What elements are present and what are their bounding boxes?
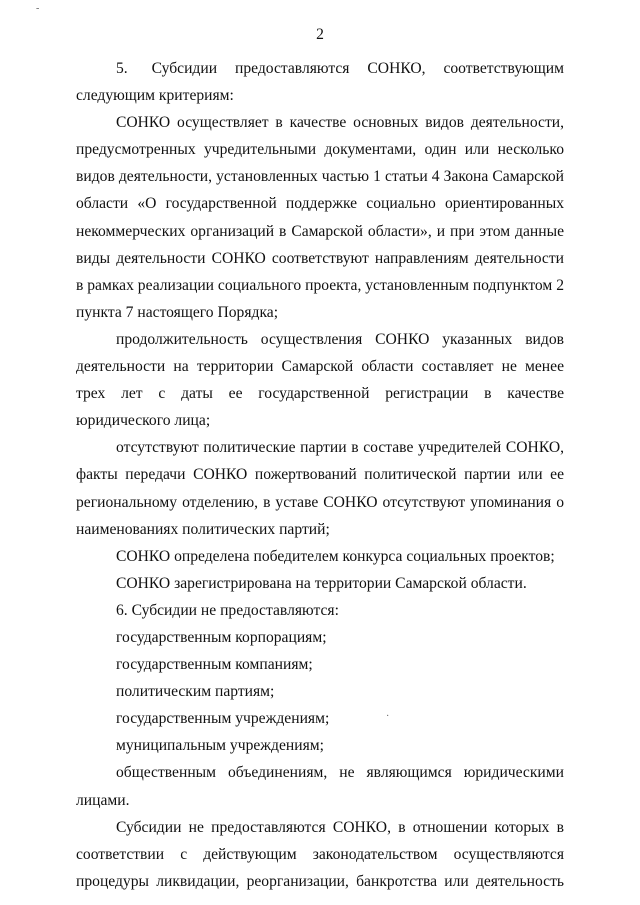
paragraph-exclusions-intro: 6. Субсидии не предоставляются:: [116, 601, 339, 619]
list-item-municipal-institutions: муниципальным учреждениям;: [116, 737, 324, 755]
list-item-state-companies: государственным компаниям;: [116, 656, 313, 674]
page-number: 2: [316, 26, 324, 43]
scan-speck: ·: [386, 711, 390, 722]
scan-speck: -: [36, 3, 40, 14]
document-body: [76, 55, 564, 895]
list-item-state-institutions: государственным учреждениям;: [116, 710, 330, 728]
list-item-political-parties: политическим партиям;: [116, 683, 275, 701]
paragraph-liquidation: Субсидии не предоставляются СОНКО, в отношении которых в соответствии с действующим законодательством осуществляются процедуры ликвидации, реорганизации, банкротства или деятельность: [76, 818, 564, 890]
paragraph-criterion-activities: СОНКО осуществляет в качестве основных видов деятельности, предусмотренных учредительными документами, один или несколько видов деятельности, установленных частью 1 статьи 4 Закона Самарской области «О государственной поддержке социально ориентированных некоммерческих организаций в Самарской области», и при этом данные виды деятельности СОНКО соответствуют направлениям деятельности в рамках реализации социального проекта, установленным подпунктом 2 пункта 7 настоящего Порядка;: [76, 114, 564, 321]
paragraph-criteria-intro: 5. Субсидии предоставляются СОНКО, соответствующим следующим критериям:: [76, 60, 564, 105]
paragraph-criterion-political: отсутствуют политические партии в составе учредителей СОНКО, факты передачи СОНКО пожертвований политической партии или ее региональному отделению, в уставе СОНКО отсутствуют упоминания о наименованиях политических партий;: [76, 439, 564, 538]
paragraph-criterion-duration: продолжительность осуществления СОНКО указанных видов деятельности на территории Самарской области составляет не менее трех лет с даты ее государственной регистрации в качестве юридического лица;: [76, 330, 564, 430]
list-item-state-corporations: государственным корпорациям;: [116, 628, 327, 646]
list-item-public-associations: общественным объединениям, не являющимся юридическими лицами.: [76, 764, 564, 809]
paragraph-criterion-winner: СОНКО определена победителем конкурса социальных проектов;: [116, 547, 555, 565]
paragraph-criterion-registered: СОНКО зарегистрирована на территории Самарской области.: [116, 574, 527, 592]
